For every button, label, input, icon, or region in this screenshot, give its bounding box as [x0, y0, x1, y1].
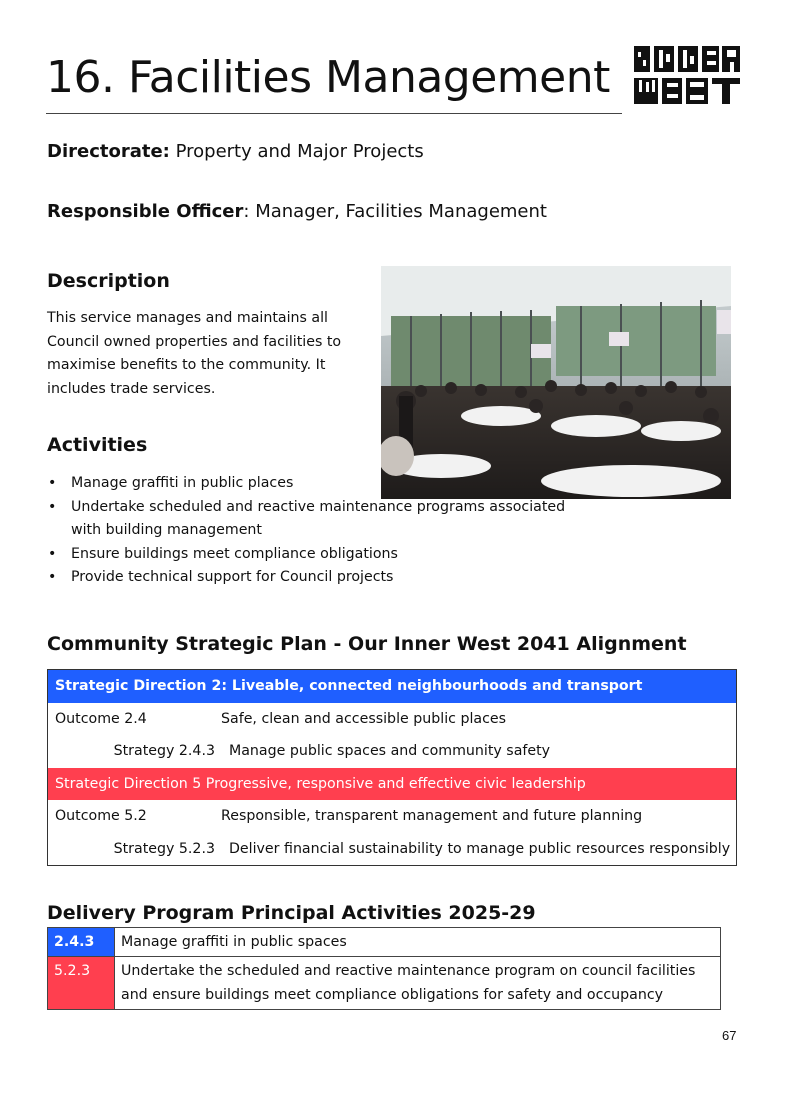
table-row — [48, 735, 737, 768]
description-text: This service manages and maintains all Council owned properties and facilities to maximise benefits to the community. It includes trade services. — [47, 310, 342, 397]
outcome-label: Outcome 2.4 — [55, 710, 147, 727]
list-item: • Ensure buildings meet compliance obligations — [47, 543, 581, 567]
csp-alignment-table — [47, 669, 737, 866]
officer-label: Responsible Officer — [47, 201, 244, 222]
table-row — [48, 768, 737, 801]
outcome-text: Safe, clean and accessible public places — [221, 710, 507, 727]
activity-text: Manage graffiti in public spaces — [115, 928, 721, 957]
strategic-direction-2: Strategic Direction 2: Liveable, connected neighbourhoods and transport — [48, 670, 737, 703]
table-row — [48, 928, 721, 957]
delivery-activities-table — [47, 927, 721, 1010]
responsible-officer-line — [47, 201, 547, 222]
title-divider — [46, 113, 622, 114]
inner-west-logo — [632, 44, 742, 106]
list-item: • Provide technical support for Council projects — [47, 566, 581, 590]
activities-list — [47, 472, 581, 590]
page-title: 16. Facilities Management — [46, 52, 610, 103]
officer-value: : Manager, Facilities Management — [243, 201, 547, 222]
activity-code: 2.4.3 — [48, 928, 115, 957]
delivery-heading: Delivery Program Principal Activities 2025-29 — [47, 902, 536, 924]
directorate-value: Property and Major Projects — [169, 141, 424, 162]
table-row — [48, 703, 737, 736]
strategy-text: Deliver financial sustainability to manage public resources responsibly — [229, 840, 731, 857]
outcome-text: Responsible, transparent management and future planning — [221, 808, 643, 825]
table-row — [48, 800, 737, 833]
description-heading: Description — [47, 270, 170, 292]
outcome-label: Outcome 5.2 — [55, 808, 147, 825]
list-item: • Undertake scheduled and reactive maintenance programs associated with building management — [47, 496, 581, 543]
activities-heading: Activities — [47, 434, 148, 456]
list-item: • Manage graffiti in public places — [47, 472, 581, 496]
table-row — [48, 670, 737, 703]
directorate-label: Directorate: — [47, 141, 170, 162]
table-row — [48, 957, 721, 1010]
activity-text: Undertake the scheduled and reactive maintenance program on council facilities and ensure buildings meet compliance obligations for safety and occupancy — [115, 957, 721, 1010]
strategy-label: Strategy 2.4.3 — [113, 743, 215, 760]
strategic-direction-5: Strategic Direction 5 Progressive, responsive and effective civic leadership — [48, 768, 737, 801]
strategy-text: Manage public spaces and community safety — [229, 743, 551, 760]
activity-code: 5.2.3 — [48, 957, 115, 1010]
event-photo — [381, 266, 731, 499]
csp-heading: Community Strategic Plan - Our Inner West 2041 Alignment — [47, 633, 687, 655]
page-number: 67 — [722, 1028, 737, 1043]
table-row — [48, 833, 737, 866]
directorate-line — [47, 141, 424, 162]
strategy-label: Strategy 5.2.3 — [113, 840, 215, 857]
